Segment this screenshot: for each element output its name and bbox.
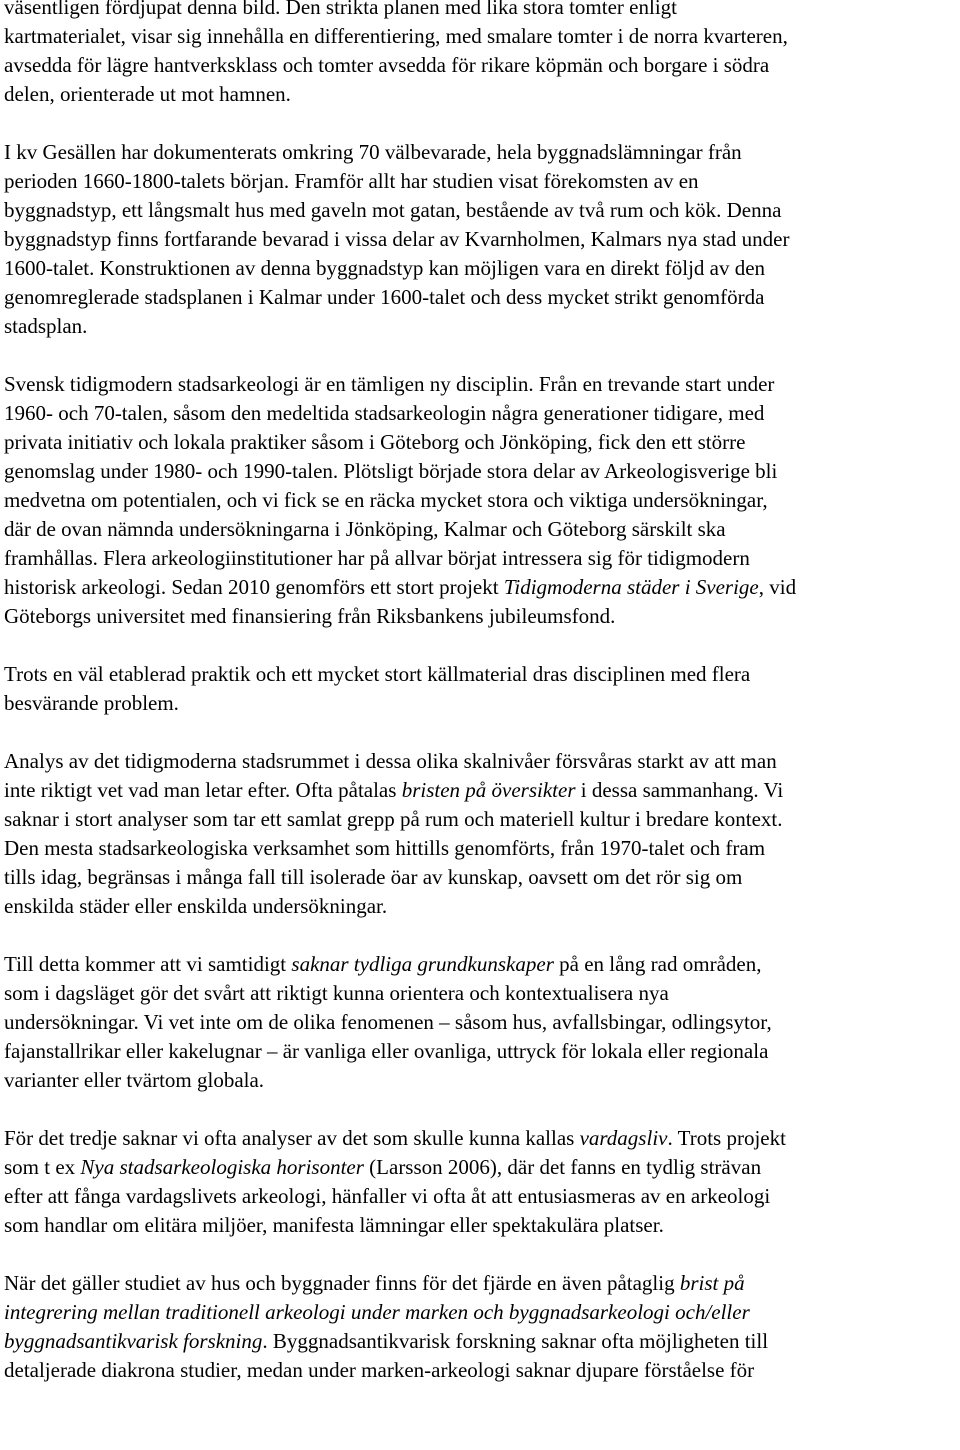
text-line (4, 776, 960, 805)
text-segment: på en lång rad områden, (553, 952, 762, 976)
paragraph (4, 1124, 960, 1240)
text-segment: tills idag, begränsas i många fall till isolerade öar av kunskap, oavsett om det rör sig om (4, 865, 743, 889)
text-segment: kartmaterialet, visar sig innehålla en differentiering, med smalare tomter i de norra kvarteren, (4, 24, 788, 48)
italic-text: Tidigmoderna städer i Sverige (503, 575, 759, 599)
text-line (4, 805, 960, 834)
text-segment: undersökningar. Vi vet inte om de olika fenomenen – såsom hus, avfallsbingar, odlingsytor, (4, 1010, 772, 1034)
text-segment: genomslag under 1980- och 1990-talen. Plötsligt började stora delar av Arkeologisverige bli (4, 459, 778, 483)
text-line (4, 138, 960, 167)
text-line (4, 1327, 960, 1356)
text-line (4, 573, 960, 602)
text-segment: delen, orienterade ut mot hamnen. (4, 82, 291, 106)
text-segment: framhållas. Flera arkeologiinstitutioner har på allvar börjat intressera sig för tidigmodern (4, 546, 750, 570)
text-segment: fajanstallrikar eller kakelugnar – är vanliga eller ovanliga, uttryck för lokala eller regionala (4, 1039, 769, 1063)
text-segment: 1600-talet. Konstruktionen av denna byggnadstyp kan möjligen vara en direkt följd av den (4, 256, 766, 280)
text-line (4, 399, 960, 428)
text-segment: Den mesta stadsarkeologiska verksamhet som hittills genomförts, från 1970-talet och fram (4, 836, 766, 860)
text-segment: enskilda städer eller enskilda undersökningar. (4, 894, 388, 918)
text-line (4, 370, 960, 399)
text-segment: saknar i stort analyser som tar ett samlat grepp på rum och materiell kultur i bredare kontext. (4, 807, 783, 831)
text-line (4, 602, 960, 631)
text-line (4, 747, 960, 776)
text-line (4, 834, 960, 863)
italic-text: Nya stadsarkeologiska horisonter (80, 1155, 364, 1179)
text-line (4, 1182, 960, 1211)
paragraph (4, 747, 960, 921)
text-segment: väsentligen fördjupat denna bild. Den strikta planen med lika stora tomter enligt (4, 0, 677, 19)
text-segment: som i dagsläget gör det svårt att riktigt kunna orientera och kontextualisera nya (4, 981, 669, 1005)
text-segment: varianter eller tvärtom globala. (4, 1068, 265, 1092)
text-line (4, 312, 960, 341)
text-segment: privata initiativ och lokala praktiker såsom i Göteborg och Jönköping, fick den ett större (4, 430, 746, 454)
text-line (4, 1008, 960, 1037)
text-segment: För det tredje saknar vi ofta analyser av det som skulle kunna kallas (4, 1126, 580, 1150)
text-segment: I kv Gesällen har dokumenterats omkring 70 välbevarade, hela byggnadslämningar från (4, 140, 742, 164)
text-line (4, 0, 960, 22)
text-line (4, 1066, 960, 1095)
text-line (4, 1211, 960, 1240)
text-line (4, 51, 960, 80)
text-line (4, 457, 960, 486)
text-segment: avsedda för lägre hantverksklass och tomter avsedda för rikare köpmän och borgare i södra (4, 53, 770, 77)
text-segment: När det gäller studiet av hus och byggnader finns för det fjärde en även påtaglig (4, 1271, 680, 1295)
paragraph (4, 1269, 960, 1385)
text-segment: genomreglerade stadsplanen i Kalmar under 1600-talet och dess mycket strikt genomförda (4, 285, 765, 309)
text-segment: som handlar om elitära miljöer, manifesta lämningar eller spektakulära platser. (4, 1213, 664, 1237)
text-line (4, 979, 960, 1008)
text-line (4, 1124, 960, 1153)
text-segment: Till detta kommer att vi samtidigt (4, 952, 292, 976)
text-segment: där de ovan nämnda undersökningarna i Jönköping, Kalmar och Göteborg särskilt ska (4, 517, 726, 541)
italic-text: vardagsliv (579, 1126, 668, 1150)
text-line (4, 1153, 960, 1182)
text-segment: byggnadstyp finns fortfarande bevarad i vissa delar av Kvarnholmen, Kalmars nya stad under (4, 227, 790, 251)
text-line (4, 254, 960, 283)
paragraph (4, 370, 960, 631)
text-segment: . Trots projekt (667, 1126, 786, 1150)
text-line (4, 1356, 960, 1385)
italic-text: saknar tydliga grundkunskaper (291, 952, 554, 976)
text-segment: inte riktigt vet vad man letar efter. Ofta påtalas (4, 778, 402, 802)
text-line (4, 1037, 960, 1066)
text-segment: Svensk tidigmodern stadsarkeologi är en tämligen ny disciplin. Från en trevande start under (4, 372, 775, 396)
text-line (4, 486, 960, 515)
text-segment: perioden 1660-1800-talets början. Framför allt har studien visat förekomsten av en (4, 169, 699, 193)
paragraph (4, 950, 960, 1095)
text-segment: byggnadstyp, ett långsmalt hus med gaveln mot gatan, bestående av två rum och kök. Denna (4, 198, 782, 222)
paragraph (4, 660, 960, 718)
text-segment: besvärande problem. (4, 691, 179, 715)
text-segment: detaljerade diakrona studier, medan under marken-arkeologi saknar djupare förståelse för (4, 1358, 755, 1382)
text-line (4, 80, 960, 109)
text-line (4, 950, 960, 979)
text-segment: Trots en väl etablerad praktik och ett mycket stort källmaterial dras disciplinen med flera (4, 662, 751, 686)
italic-text: brist på (679, 1271, 745, 1295)
text-segment: stadsplan. (4, 314, 88, 338)
text-segment: Göteborgs universitet med finansiering från Riksbankens jubileumsfond. (4, 604, 616, 628)
document-page (4, 0, 960, 1414)
text-segment: . Byggnadsantikvarisk forskning saknar ofta möjligheten till (262, 1329, 769, 1353)
text-line (4, 515, 960, 544)
text-line (4, 22, 960, 51)
text-line (4, 544, 960, 573)
italic-text: byggnadsantikvarisk forskning (4, 1329, 263, 1353)
text-segment: som t ex (4, 1155, 81, 1179)
text-line (4, 1298, 960, 1327)
text-segment: medvetna om potentialen, och vi fick se en räcka mycket stora och viktiga undersökningar, (4, 488, 768, 512)
text-line (4, 225, 960, 254)
text-line (4, 196, 960, 225)
text-line (4, 428, 960, 457)
text-segment: Analys av det tidigmoderna stadsrummet i dessa olika skalnivåer försvåras starkt av att man (4, 749, 777, 773)
paragraph (4, 138, 960, 341)
text-line (4, 892, 960, 921)
paragraph (4, 0, 960, 109)
text-segment: efter att fånga vardagslivets arkeologi, hänfaller vi ofta åt att entusiasmeras av en arkeologi (4, 1184, 771, 1208)
text-segment: , vid (758, 575, 797, 599)
text-line (4, 863, 960, 892)
text-segment: (Larsson 2006), där det fanns en tydlig strävan (363, 1155, 762, 1179)
italic-text: bristen på översikter (401, 778, 576, 802)
text-line (4, 283, 960, 312)
text-line (4, 167, 960, 196)
text-line (4, 1269, 960, 1298)
text-segment: 1960- och 70-talen, såsom den medeltida stadsarkeologin några generationer tidigare, med (4, 401, 765, 425)
text-line (4, 660, 960, 689)
text-segment: i dessa sammanhang. Vi (575, 778, 784, 802)
text-segment: historisk arkeologi. Sedan 2010 genomförs ett stort projekt (4, 575, 504, 599)
italic-text: integrering mellan traditionell arkeologi under marken och byggnadsarkeologi och/eller (4, 1300, 750, 1324)
text-line (4, 689, 960, 718)
